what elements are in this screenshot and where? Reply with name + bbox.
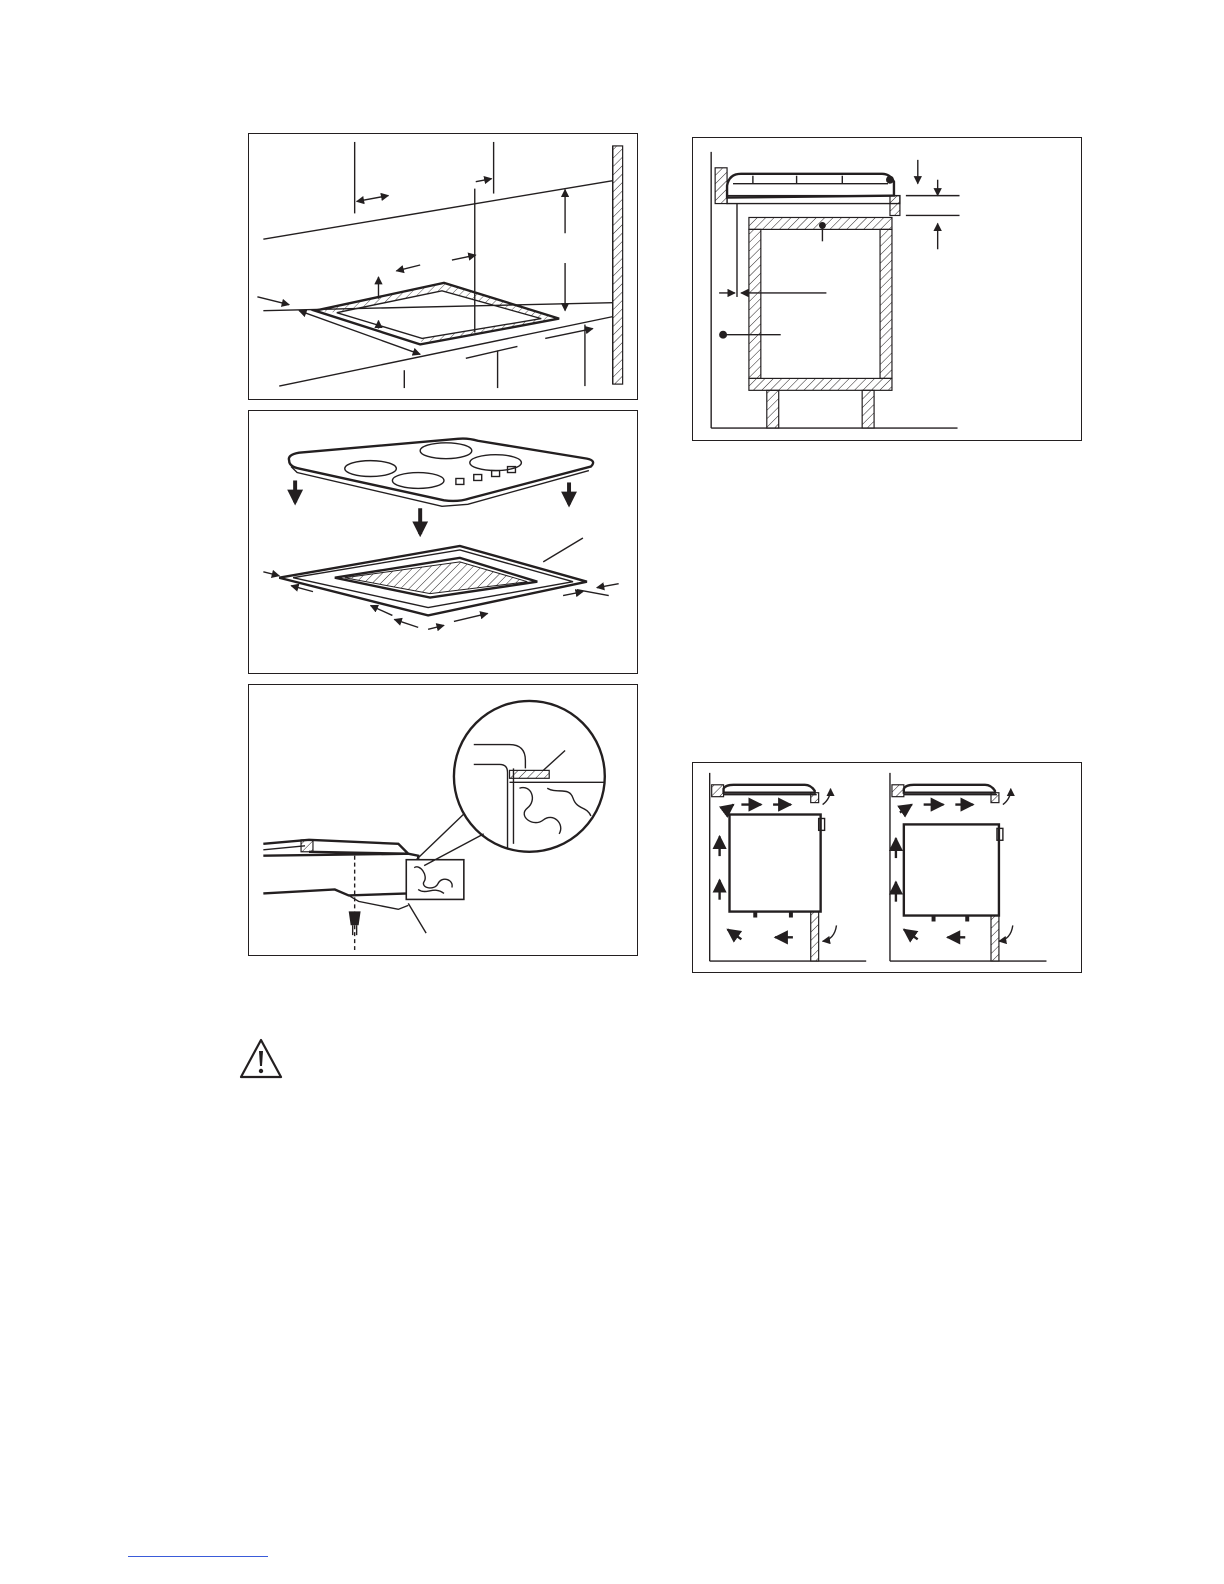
bracket-fixing-figure [248,684,638,956]
hob-insertion-figure [248,410,638,674]
bracket-fixing-drawing [249,685,637,955]
hob-insertion-drawing [249,411,637,673]
ventilation-drawing [693,763,1081,972]
ventilation-left-variant [710,773,867,961]
footer-rule [128,1556,268,1557]
cutout-dimensions-figure [248,133,638,400]
warning-triangle-icon [238,1037,284,1081]
ventilation-right-variant [890,773,1047,961]
cabinet-section-figure [692,137,1082,441]
cutout-dimensions-drawing [249,134,637,399]
cabinet-section-drawing [693,138,1081,440]
ventilation-figure [692,762,1082,973]
